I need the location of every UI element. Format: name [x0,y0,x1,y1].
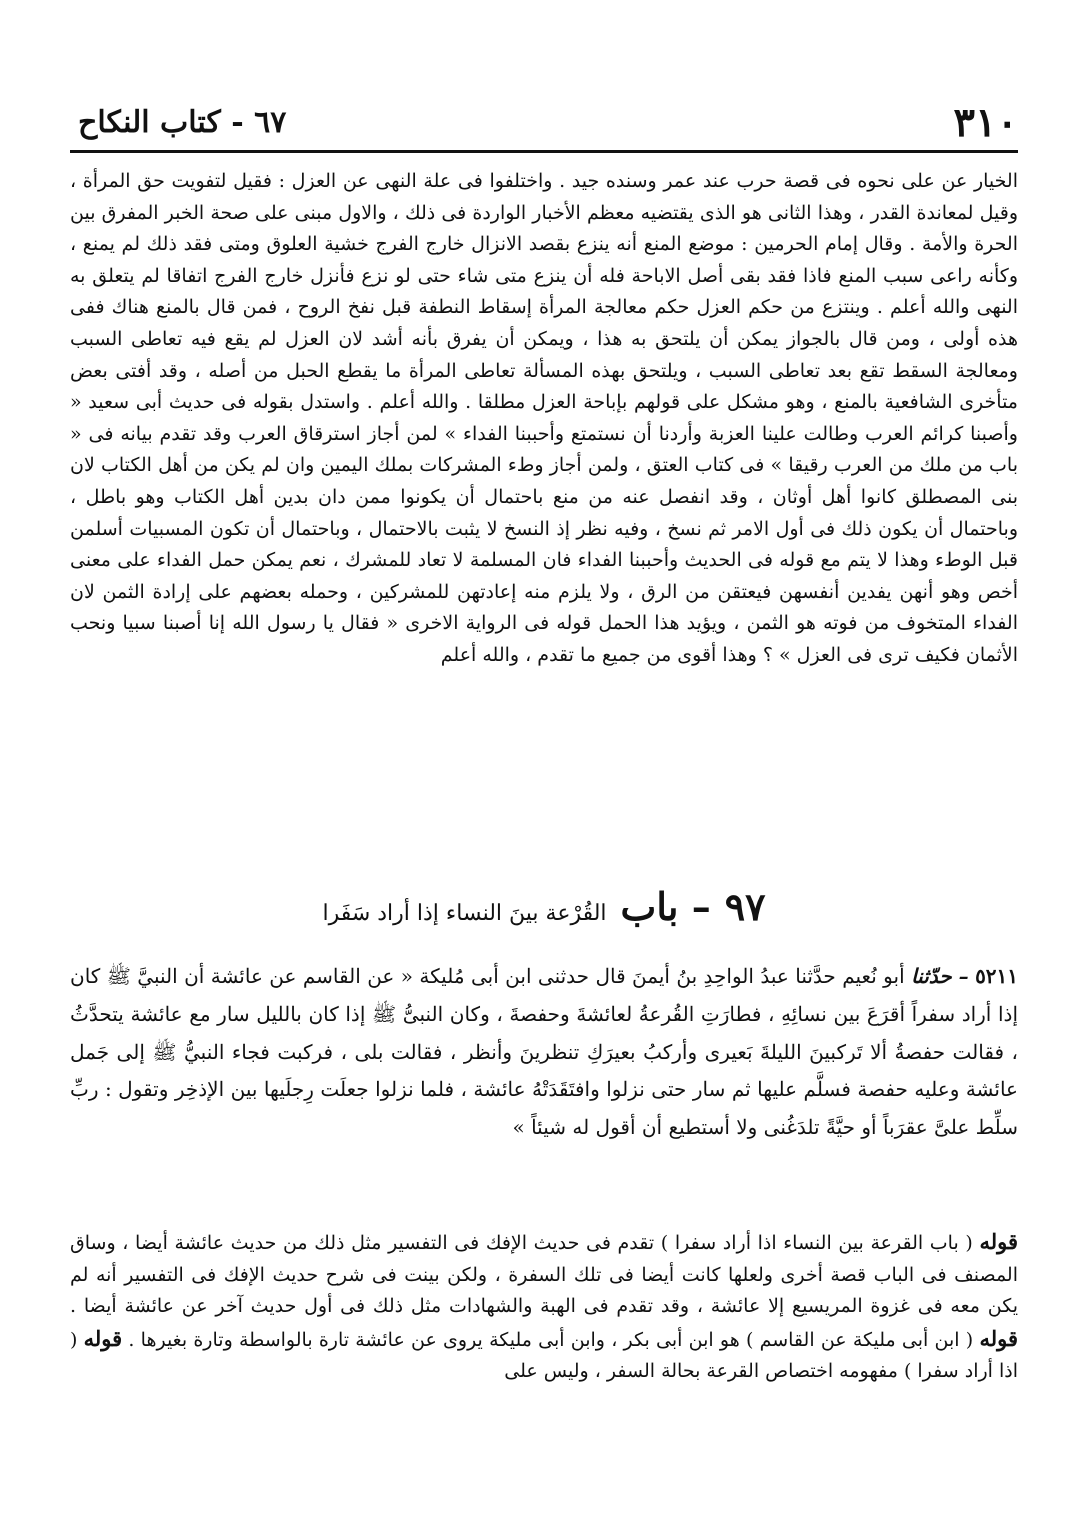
chapter-heading [70,884,1018,940]
hadith-paragraph [70,958,1018,1147]
commentary-intro [70,166,1018,672]
chapter-title: القُرْعة بينَ النساء إذا أراد سَفَرا [322,901,607,926]
page-number: ٣١٠ [953,98,1018,146]
chapter-number: ٩٧ [724,884,766,929]
hadith-text: أبو نُعيم حدَّثنا عبدُ الواحِدِ بنُ أيمنَ قال حدثنى ابن أبى مُليكة « عن القاسم عن عائشة أن النبيَّ ﷺ كان إذا أراد سفراً أقرَعَ بين نسائِهِ ، فطارَتِ القُرعةُ لعائشةَ وحفصةَ ، وكان النبىُّ ﷺ إذا كان بالليل سار مع عائشة يتحدَّثُ ، فقالت حفصةُ ألا تَركبينَ الليلةَ بَعيرى وأركبُ بعيرَكِ تنظرينَ وأنظر ، فقالت بلى ، فركبت فجاء النبيُّ ﷺ إلى جَمل عائشة وعليه حفصة فسلَّم عليها ثم سار حتى نزلوا وافتَقَدَتْهُ عائشة ، فلما نزلوا جعلَت رِجلَيها بين الإذخِر وتقول : ربِّ سلِّط علىَّ عقرَباً أو حيَّةً تلدَغُنى ولا أستطيع أن أقول له شيئاً » [70,964,1018,1140]
hadith-number: ٥٢١١ [975,964,1019,988]
commentary-outro [70,1226,1018,1388]
keyword-qawluhu: قوله [979,1325,1018,1351]
commentary-outro-part1: ( باب القرعة بين النساء اذا أراد سفرا ) تقدم فى حديث الإفك فى التفسير مثل ذلك من حديث عائشة أيضا ، وساق المصنف فى الباب قصة أخرى ولعلها كانت أيضا فى تلك السفرة ، ولكن بينت فى شرح حديث الإفك فى التفسير أنه لم يكن معه فى غزوة المريسيع إلا عائشة ، وقد تقدم فى الهبة والشهادات مثل ذلك فى أول حديث آخر عن عائشة أيضا . [70,1232,1018,1318]
commentary-intro-text: الخيار عن على نحوه فى قصة حرب عند عمر وسنده جيد . واختلفوا فى علة النهى عن العزل : فقيل لتفويت حق المرأة ، وقيل لمعاندة القدر ، وهذا الثانى هو الذى يقتضيه معظم الأخبار الواردة فى ذلك ، والاول مبنى على صحة الخبر المفرق بين الحرة والأمة . وقال إمام الحرمين : موضع المنع أنه ينزع بقصد الانزال خارج الفرج خشية العلوق ومتى فقد ذلك لم يمنع ، وكأنه راعى سبب المنع فاذا فقد بقى أصل الاباحة فله أن ينزع متى شاء حتى لو نزع فأنزل خارج الفرج اتفاقا لم يتعلق به النهى والله أعلم . وينتزع من حكم العزل حكم معالجة المرأة إسقاط النطفة قبل نفخ الروح ، فمن قال بالمنع هناك ففى هذه أولى ، ومن قال بالجواز يمكن أن يلتحق به هذا ، ويمكن أن يفرق بأنه أشد لان العزل لم يقع فيه تعاطى السبب ومعالجة السقط تقع بعد تعاطى السبب ، ويلتحق بهذه المسألة تعاطى المرأة ما يقطع الحبل من أصله ، وقد أفتى بعض متأخرى الشافعية بالمنع ، وهو مشكل على قولهم بإباحة العزل مطلقا . والله أعلم . واستدل بقوله فى حديث أبى سعيد « وأصبنا كرائم العرب وطالت علينا العزبة وأردنا أن نستمتع وأحببنا الفداء » لمن أجاز استرقاق العرب وقد تقدم بيانه فى « باب من ملك من العرب رقيقا » فى كتاب العتق ، ولمن أجاز وطء المشركات بملك اليمين وان لم يكن من أهل الكتاب لان بنى المصطلق كانوا أهل أوثان ، وقد انفصل عنه من منع باحتمال أن يكونوا ممن دان بدين أهل الكتاب وهو باطل ، وباحتمال أن يكون ذلك فى أول الامر ثم نسخ ، وفيه نظر إذ النسخ لا يثبت بالاحتمال ، وباحتمال أن تكون المسبيات أسلمن قبل الوطء وهذا لا يتم مع قوله فى الحديث وأحببنا الفداء فان المسلمة لا تعاد للمشرك ، نعم يمكن حمل الفداء على معنى أخص وهو أنهن يفدين أنفسهن فيعتقن من الرق ، ولا يلزم منه إعادتهن للمشركين ، وحمله بعضهم على إرادة الثمن لان الفداء المتخوف من فوته هو الثمن ، ويؤيد هذا الحمل قوله فى الرواية الاخرى « فقال يا رسول الله إنا أصبنا سبيا ونحب الأثمان فكيف ترى فى العزل » ؟ وهذا أقوى من جميع ما تقدم ، والله أعلم [70,170,1018,666]
running-chapter-title: ٦٧ - كتاب النكاح [78,104,287,140]
header-rule [70,150,1018,153]
commentary-outro-part3: ( اذا أراد سفرا ) مفهومه اختصاص القرعة بحالة السفر ، وليس على [70,1328,1018,1383]
page-header [78,96,1018,148]
commentary-outro-text [70,1226,1018,1388]
hadith-block [70,958,1018,1147]
hadith-lead: – حدّثنا [911,964,969,988]
chapter-word: – باب [620,884,711,929]
commentary-outro-part2: ( ابن أبى مليكة عن القاسم ) هو ابن أبى بكر ، وابن أبى مليكة يروى عن عائشة تارة بالواسطة وتارة بغيرها . [128,1328,974,1351]
keyword-qawluhu: قوله [979,1229,1018,1254]
keyword-qawluhu: قوله [83,1325,123,1351]
